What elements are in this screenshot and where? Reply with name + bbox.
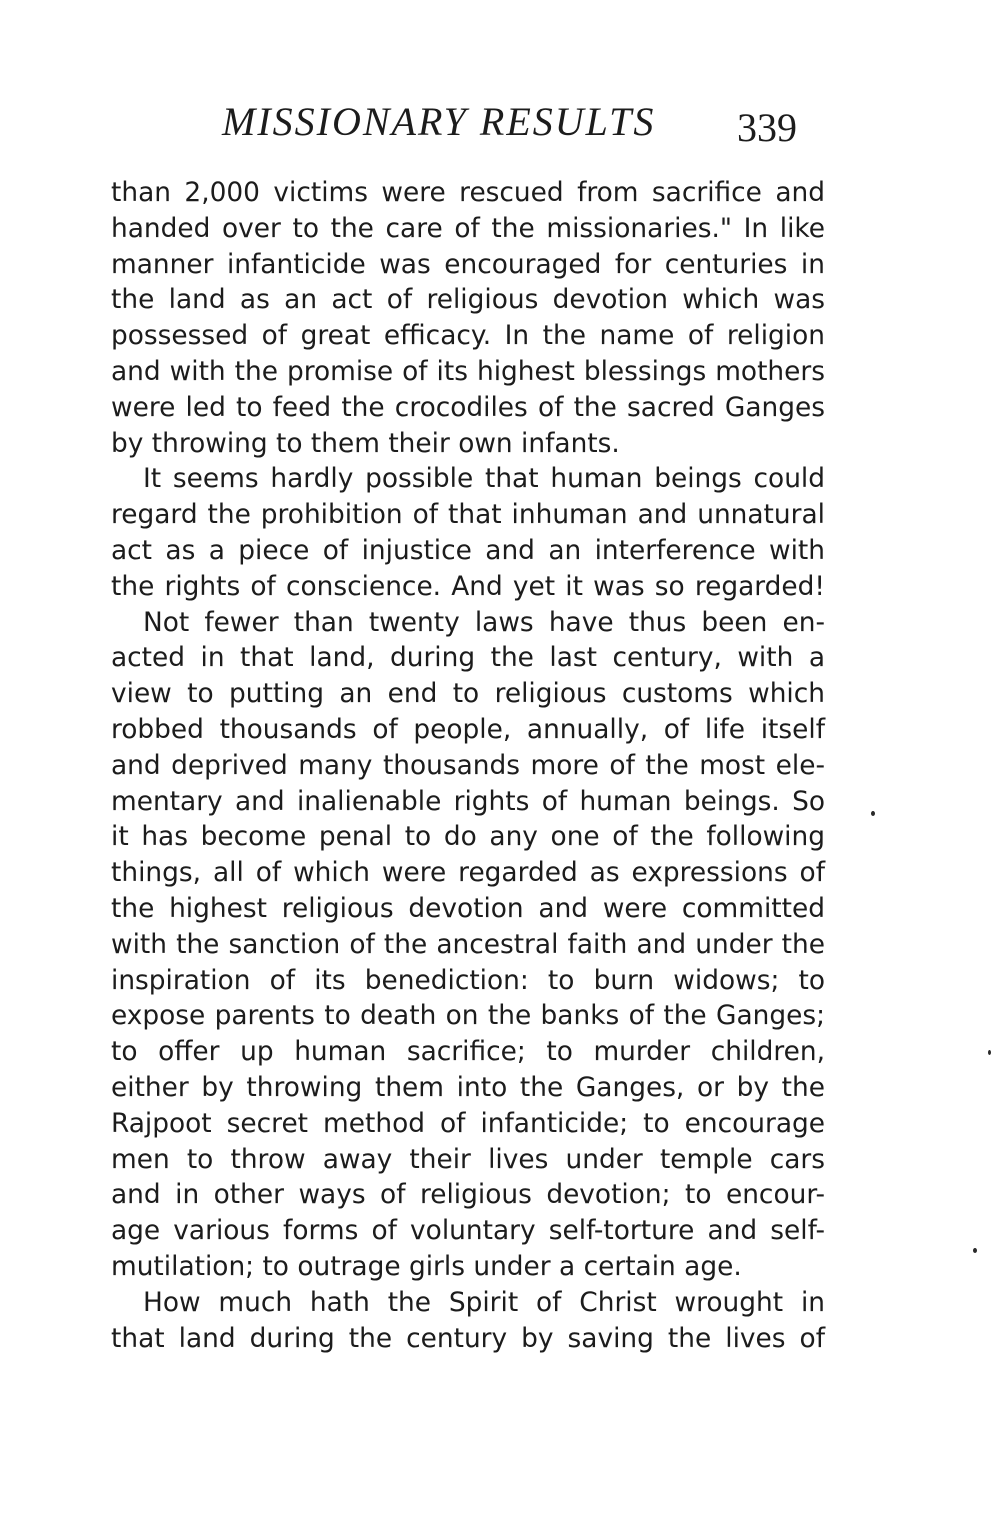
text-line: men to throw away their lives under temple cars <box>111 1143 825 1175</box>
running-title: MISSIONARY RESULTS <box>222 99 656 144</box>
text-line: manner infanticide was encouraged for centuries in <box>111 248 825 280</box>
text-line: Not fewer than twenty laws have thus been en- <box>143 606 825 638</box>
text-line: mutilation; to outrage girls under a certain age. <box>111 1250 742 1282</box>
text-line: by throwing to them their own infants. <box>111 427 620 459</box>
page-number: 339 <box>737 105 797 150</box>
text-line: than 2,000 victims were rescued from sacrifice and <box>111 177 825 208</box>
text-line: the highest religious devotion and were committed <box>111 892 825 924</box>
text-line: age various forms of voluntary self-torture and self- <box>111 1215 825 1247</box>
text-line: act as a piece of injustice and an interference with <box>111 534 825 566</box>
text-line: view to putting an end to religious customs which <box>111 678 825 710</box>
text-line: that land during the century by saving the lives of <box>111 1322 825 1354</box>
text-line: mentary and inalienable rights of human beings. So <box>111 785 825 817</box>
scan-speck <box>988 1050 991 1055</box>
text-line: either by throwing them into the Ganges, or by the <box>111 1071 825 1103</box>
text-line: the land as an act of religious devotion which was <box>111 284 825 316</box>
text-line: things, all of which were regarded as expressions of <box>111 857 825 889</box>
text-line: and in other ways of religious devotion; to encour- <box>111 1179 825 1211</box>
text-line: it has become penal to do any one of the following <box>111 821 825 853</box>
text-line: possessed of great efficacy. In the name of religion <box>111 320 825 352</box>
text-line: and with the promise of its highest blessings mothers <box>111 355 825 387</box>
text-line: to offer up human sacrifice; to murder children, <box>111 1036 825 1068</box>
text-line: It seems hardly possible that human beings could <box>143 463 825 495</box>
text-line: acted in that land, during the last century, with a <box>111 642 825 674</box>
text-line: expose parents to death on the banks of the Ganges; <box>111 1000 825 1032</box>
text-line: regard the prohibition of that inhuman and unnatural <box>111 499 825 531</box>
text-line: inspiration of its benediction: to burn widows; to <box>111 964 825 996</box>
text-line: handed over to the care of the missionaries." In like <box>111 212 825 244</box>
text-line: with the sanction of the ancestral faith and under the <box>111 928 825 960</box>
text-line: How much hath the Spirit of Christ wrought in <box>143 1286 825 1318</box>
text-line: and deprived many thousands more of the most ele- <box>111 749 825 781</box>
text-line: robbed thousands of people, annually, of life itself <box>111 713 825 745</box>
text-line: Rajpoot secret method of infanticide; to encourage <box>111 1107 825 1139</box>
running-head <box>222 98 822 158</box>
text-line: were led to feed the crocodiles of the sacred Ganges <box>111 391 825 423</box>
scan-speck <box>871 811 875 816</box>
body-text <box>111 175 825 1356</box>
text-line: the rights of conscience. And yet it was so regarded! <box>111 570 825 602</box>
scan-speck <box>973 1248 977 1253</box>
